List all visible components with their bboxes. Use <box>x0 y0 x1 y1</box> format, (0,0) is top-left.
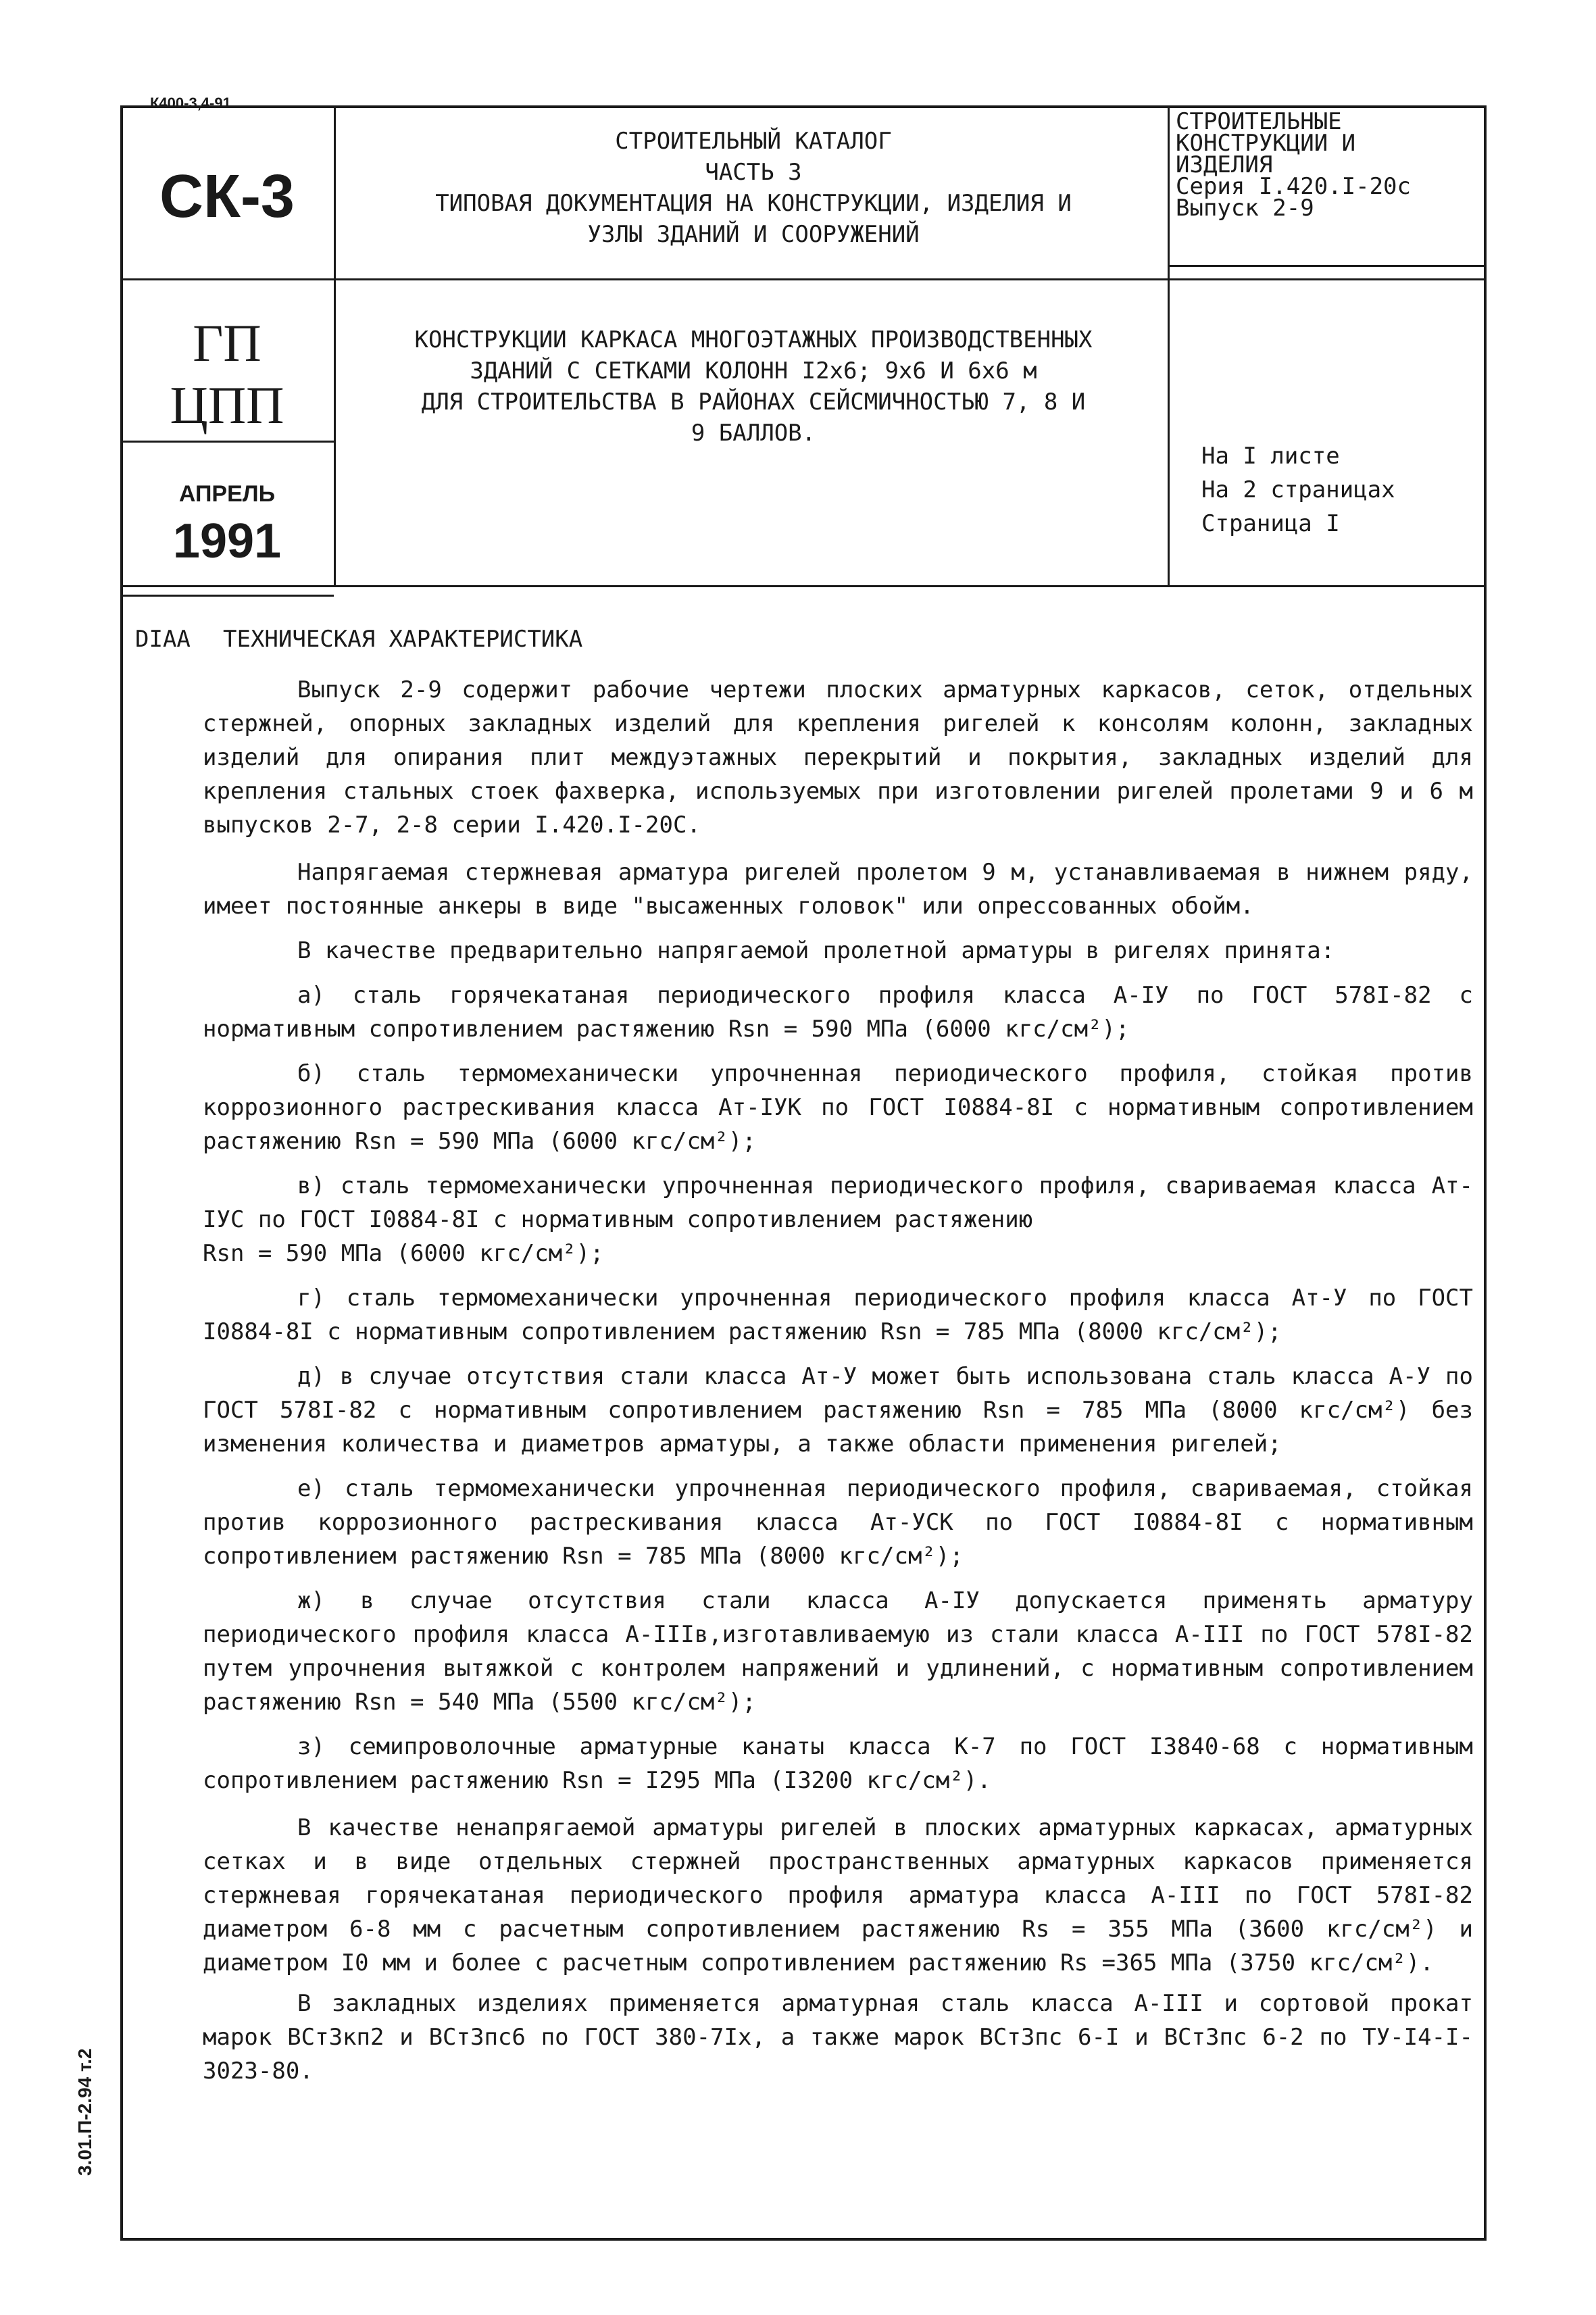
divider <box>1168 265 1487 267</box>
org-line: ЦПП <box>170 376 284 434</box>
paragraph: ж) в случае отсутствия стали класса А-IУ допускается применять арматуру периодического профиля класса А-IIIв,изготавливаемую из стали класса А-III по ГОСТ 578I-82 путем упрочнения вытяжкой с контролем напряжений и удлинений, с нормативным сопротивлением растяжению Rsn = 540 МПа (5500 кгс/см²); <box>203 1587 1473 1716</box>
paragraph: г) сталь термомеханически упрочненная периодического профиля класса Ат-У по ГОСТ I0884-8I с нормативным сопротивлением растяжению Rsn = 785 МПа (8000 кгс/см²); <box>203 1285 1473 1345</box>
series-line: Серия I.420.I-20с <box>1176 173 1411 200</box>
series-line: КОНСТРУКЦИИ И <box>1176 130 1356 157</box>
paragraph: е) сталь термомеханически упрочненная периодического профиля, свариваемая, стойкая против коррозионного растрескивания класса Ат-УСК по ГОСТ I0884-8I с нормативным сопротивлением растяжению Rsn = 785 МПа (8000 кгс/см²); <box>203 1475 1473 1570</box>
divider <box>120 441 334 443</box>
catalog-line: ТИПОВАЯ ДОКУМЕНТАЦИЯ НА КОНСТРУКЦИИ, ИЗДЕЛИЯ И <box>435 190 1072 217</box>
divider <box>1168 105 1170 585</box>
paragraph: д) в случае отсутствия стали класса Ат-У может быть использована сталь класса А-У по ГОСТ 578I-82 с нормативным сопротивлением растяжению Rsn = 785 МПа (8000 кгс/см²) без изменения количества и диаметров арматуры, а также области применения ригелей; <box>203 1363 1473 1458</box>
section-title: ТЕХНИЧЕСКАЯ ХАРАКТЕРИСТИКА <box>223 626 583 653</box>
sheet-line: На I листе <box>1201 443 1340 470</box>
paragraph: а) сталь горячекатаная периодического профиля класса А-IУ по ГОСТ 578I-82 с нормативным сопротивлением растяжению Rsn = 590 МПа (6000 кгс/см²); <box>203 982 1473 1043</box>
issue-year: 1991 <box>172 514 282 568</box>
divider <box>334 105 336 585</box>
divider <box>120 585 1487 587</box>
catalog-line: ЧАСТЬ 3 <box>705 159 802 186</box>
paragraph: В закладных изделиях применяется арматурная сталь класса А-III и сортовой прокат марок ВСт3кп2 и ВСт3пс6 по ГОСТ 380-7Iх, а также марок ВСт3пс 6-I и ВСт3пс 6-2 по ТУ-I4-I-3023-80. <box>203 1990 1473 2085</box>
catalog-line: УЗЛЫ ЗДАНИЙ И СООРУЖЕНИЙ <box>587 221 920 248</box>
org-line: ГП <box>193 314 261 372</box>
paragraph: В качестве ненапрягаемой арматуры ригелей в плоских арматурных каркасах, арматурных сетках и в виде отдельных стержней пространственных арматурных каркасов применяется стержневая горячекатаная периодического профиля арматура класса А-III по ГОСТ 578I-82 диаметром 6-8 мм с расчетным сопротивлением растяжению Rs = 355 МПа (3600 кгс/см²) и диаметром I0 мм и более с расчетным сопротивлением растяжению Rs =365 МПа (3750 кгс/см²). <box>203 1814 1473 1976</box>
side-code: 3.01.П-2.94 т.2 <box>74 2048 95 2176</box>
paragraph: Напрягаемая стержневая арматура ригелей пролетом 9 м, устанавливаемая в нижнем ряду, имеет постоянные анкеры в виде "высаженных головок" или опрессованных обойм. <box>203 859 1473 920</box>
paragraph: в) сталь термомеханически упрочненная периодического профиля, свариваемая класса Ат-IУС по ГОСТ I0884-8I с нормативным сопротивлением растяжению Rsn = 590 МПа (6000 кгс/см²); <box>203 1172 1473 1267</box>
divider <box>120 595 334 597</box>
title-line: 9 БАЛЛОВ. <box>691 420 816 447</box>
sheet-info <box>1201 439 1485 541</box>
title-line: КОНСТРУКЦИИ КАРКАСА МНОГОЭТАЖНЫХ ПРОИЗВОДСТВЕННЫХ <box>414 326 1093 353</box>
series-line: Выпуск 2-9 <box>1176 195 1314 222</box>
issue-month: АПРЕЛЬ <box>178 481 276 507</box>
title-line: ДЛЯ СТРОИТЕЛЬСТВА В РАЙОНАХ СЕЙСМИЧНОСТЬЮ 7, 8 И <box>421 389 1086 416</box>
title-line: ЗДАНИЙ С СЕТКАМИ КОЛОНН I2х6; 9х6 И 6х6 м <box>470 357 1037 384</box>
sheet-line: Страница I <box>1201 510 1340 537</box>
paragraph: Выпуск 2-9 содержит рабочие чертежи плоских арматурных каркасов, сеток, отдельных стержней, опорных закладных изделий для крепления ригелей к консолям колонн, закладных изделий для опирания плит междуэтажных перекрытий и покрытия, закладных изделий для крепления стальных стоек фахверка, используемых при изготовлении ригелей пролетами 9 и 6 м выпусков 2-7, 2-8 серии I.420.I-20С. <box>203 676 1473 839</box>
organization <box>120 312 334 437</box>
document-title <box>378 324 1128 449</box>
series-line: СТРОИТЕЛЬНЫЕ <box>1176 108 1342 135</box>
divider <box>120 278 1487 280</box>
document-code: К400-3,4-91 <box>150 95 231 111</box>
sheet-line: На 2 страницах <box>1201 476 1395 503</box>
series-line: ИЗДЕЛИЯ <box>1176 151 1273 178</box>
section-code: DIAA <box>135 626 191 653</box>
catalog-line: СТРОИТЕЛЬНЫЙ КАТАЛОГ <box>615 128 892 155</box>
catalog-abbr: СК-3 <box>159 163 295 230</box>
series-box <box>1176 108 1480 222</box>
catalog-header <box>378 126 1128 250</box>
paragraph: б) сталь термомеханически упрочненная периодического профиля, стойкая против коррозионного растрескивания класса Ат-IУК по ГОСТ I0884-8I с нормативным сопротивлением растяжению Rsn = 590 МПа (6000 кгс/см²); <box>203 1060 1473 1155</box>
paragraph: В качестве предварительно напрягаемой пролетной арматуры в ригелях принята: <box>297 937 1335 964</box>
paragraph: з) семипроволочные арматурные канаты класса К-7 по ГОСТ I3840-68 с нормативным сопротивлением растяжению Rsn = I295 МПа (I3200 кгс/см²). <box>203 1733 1473 1794</box>
